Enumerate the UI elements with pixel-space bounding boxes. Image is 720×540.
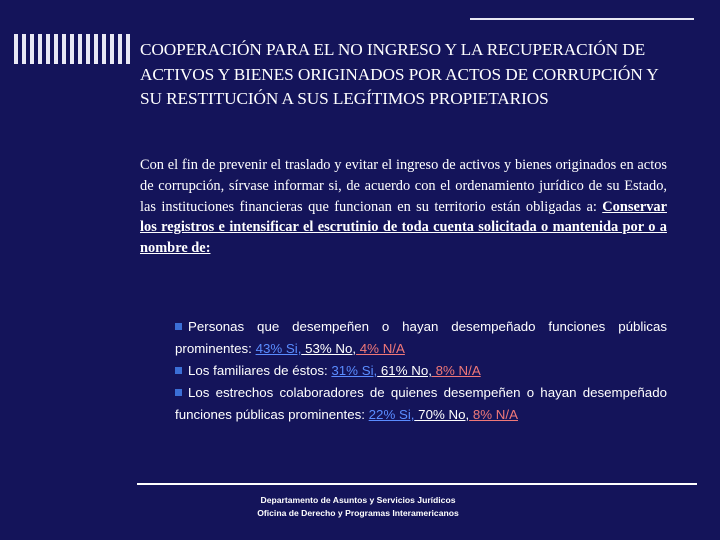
square-bullet-icon [175,323,182,330]
square-bullet-icon [175,367,182,374]
stat-na: 8% N/A [431,363,481,378]
stat-yes: 31% Si, [331,363,378,378]
decorative-corner-bars [14,34,130,64]
bullet-text: Los estrechos colaboradores de quienes desempeñen o hayan desempeñado funciones públicas prominentes: [175,385,667,422]
list-item [175,360,667,382]
list-item [175,382,667,426]
top-decorative-rule [470,18,694,20]
survey-results-list [175,316,667,426]
footer-office: Oficina de Derecho y Programas Interamericanos [257,508,459,518]
stat-no: 61% No, [377,363,432,378]
stat-yes: 43% Si, [255,341,302,356]
square-bullet-icon [175,389,182,396]
intro-paragraph [140,155,667,259]
stat-yes: 22% Si, [368,407,415,422]
list-item [175,316,667,360]
slide-title: COOPERACIÓN PARA EL NO INGRESO Y LA RECUPERACIÓN DE ACTIVOS Y BIENES ORIGINADOS POR ACTOS DE CORRUPCIÓN Y SU RESTITUCIÓN A SUS LEGÍTIMOS PROPIETARIOS [140,40,658,108]
footer-divider [137,483,697,485]
footer-department: Departamento de Asuntos y Servicios Jurídicos [260,495,456,505]
bullet-text: Personas que desempeñen o hayan desempeñado funciones públicas prominentes: [175,319,667,356]
footer [200,494,516,520]
intro-emphasis: Conservar los registros e intensificar el escrutinio de toda cuenta solicitada o mantenida por o a nombre de: [140,198,667,257]
stat-na: 4% N/A [356,341,405,356]
bullet-text: Los familiares de éstos: [188,363,332,378]
stat-no: 70% No, [414,407,470,422]
stat-na: 8% N/A [469,407,518,422]
intro-text: Con el fin de prevenir el traslado y evitar el ingreso de activos y bienes originados en actos de corrupción, sírvase informar si, de acuerdo con el ordenamiento jurídico de su Estado, las instituciones financieras que funcionan en su territorio están obligadas a: [140,157,667,215]
stat-no: 53% No, [301,341,357,356]
